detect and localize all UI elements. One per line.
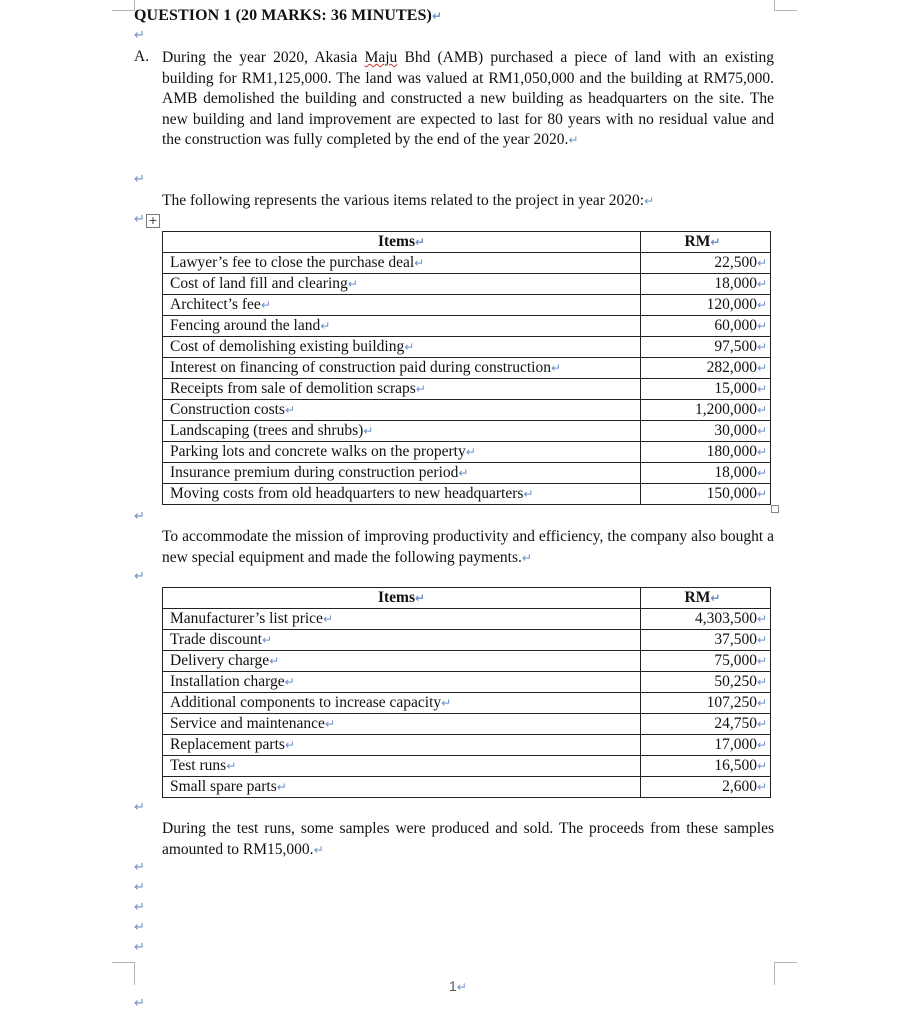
table-row[interactable] — [163, 400, 771, 421]
cell-mark-icon: ↵ — [363, 424, 374, 438]
amount-cell[interactable]: 22,500↵ — [641, 253, 771, 274]
item-cell[interactable]: Trade discount↵ — [163, 630, 641, 651]
item-cell[interactable]: Fencing around the land↵ — [163, 316, 641, 337]
item-cell[interactable]: Parking lots and concrete walks on the property↵ — [163, 442, 641, 463]
item-cell[interactable]: Delivery charge↵ — [163, 651, 641, 672]
table-row[interactable] — [163, 777, 771, 798]
cell-mark-icon: ↵ — [756, 466, 767, 480]
paragraph-mark-icon: ↵ — [134, 900, 145, 915]
cell-mark-icon: ↵ — [756, 654, 767, 668]
cell-mark-icon: ↵ — [404, 340, 415, 354]
item-cell[interactable]: Insurance premium during construction period↵ — [163, 463, 641, 484]
amount-cell[interactable]: 15,000↵ — [641, 379, 771, 400]
amount-cell[interactable]: 60,000↵ — [641, 316, 771, 337]
cell-mark-icon: ↵ — [756, 340, 767, 354]
item-cell[interactable]: Moving costs from old headquarters to new headquarters↵ — [163, 484, 641, 505]
item-cell[interactable]: Additional components to increase capacity↵ — [163, 693, 641, 714]
cell-mark-icon: ↵ — [458, 466, 469, 480]
amount-cell[interactable]: 107,250↵ — [641, 693, 771, 714]
table-row[interactable] — [163, 421, 771, 442]
paragraph-mark-icon: ↵ — [134, 212, 145, 227]
item-cell[interactable]: Small spare parts↵ — [163, 777, 641, 798]
item-cell[interactable]: Cost of demolishing existing building↵ — [163, 337, 641, 358]
cell-mark-icon: ↵ — [415, 382, 426, 396]
crop-mark-top-right — [774, 0, 797, 11]
cell-mark-icon: ↵ — [324, 717, 335, 731]
cell-mark-icon: ↵ — [756, 487, 767, 501]
table-row[interactable] — [163, 672, 771, 693]
cell-mark-icon: ↵ — [756, 256, 767, 270]
amount-cell[interactable]: 282,000↵ — [641, 358, 771, 379]
table-row[interactable] — [163, 316, 771, 337]
cell-mark-icon: ↵ — [414, 256, 425, 270]
column-header-items: Items↵ — [163, 588, 641, 609]
cell-mark-icon: ↵ — [347, 277, 358, 291]
paragraph-mark-icon: ↵ — [134, 996, 145, 1011]
table-row[interactable] — [163, 358, 771, 379]
table-header-row — [163, 588, 771, 609]
cell-mark-icon: ↵ — [284, 738, 295, 752]
table-row[interactable] — [163, 337, 771, 358]
amount-cell[interactable]: 120,000↵ — [641, 295, 771, 316]
project-items-table[interactable] — [162, 231, 771, 505]
crop-mark-bottom-right — [774, 962, 797, 985]
table-row[interactable] — [163, 253, 771, 274]
question-title[interactable]: QUESTION 1 (20 MARKS: 36 MINUTES)↵ — [134, 7, 443, 24]
cell-mark-icon: ↵ — [523, 487, 534, 501]
paragraph-mark-icon: ↵ — [134, 860, 145, 875]
cell-mark-icon: ↵ — [756, 675, 767, 689]
table-row[interactable] — [163, 630, 771, 651]
cell-mark-icon: ↵ — [756, 717, 767, 731]
equipment-payments-table[interactable] — [162, 587, 771, 798]
table-row[interactable] — [163, 442, 771, 463]
table-resize-handle[interactable] — [771, 505, 779, 513]
cell-mark-icon: ↵ — [756, 361, 767, 375]
amount-cell[interactable]: 18,000↵ — [641, 463, 771, 484]
item-cell[interactable]: Test runs↵ — [163, 756, 641, 777]
paragraph-mark-icon: ↵ — [521, 550, 532, 565]
item-cell[interactable]: Construction costs↵ — [163, 400, 641, 421]
item-cell[interactable]: Installation charge↵ — [163, 672, 641, 693]
amount-cell[interactable]: 17,000↵ — [641, 735, 771, 756]
cell-mark-icon: ↵ — [756, 382, 767, 396]
cell-mark-icon: ↵ — [465, 445, 476, 459]
part-a-label: A. — [134, 48, 150, 65]
amount-cell[interactable]: 97,500↵ — [641, 337, 771, 358]
paragraph-mark-icon: ↵ — [134, 880, 145, 895]
table-move-handle-icon[interactable]: + — [146, 214, 160, 228]
paragraph-mark-icon: ↵ — [432, 9, 443, 23]
cell-mark-icon: ↵ — [756, 277, 767, 291]
table-row[interactable] — [163, 274, 771, 295]
amount-cell[interactable]: 24,750↵ — [641, 714, 771, 735]
paragraph-mark-icon: ↵ — [134, 172, 145, 187]
cell-mark-icon: ↵ — [276, 780, 287, 794]
paragraph-mark-icon: ↵ — [134, 569, 145, 584]
table1-intro[interactable]: The following represents the various items related to the project in year 2020:↵ — [162, 192, 655, 209]
item-cell[interactable]: Replacement parts↵ — [163, 735, 641, 756]
cell-mark-icon: ↵ — [284, 403, 296, 417]
table-row[interactable] — [163, 379, 771, 400]
paragraph-mark-icon: ↵ — [134, 920, 145, 935]
cell-mark-icon: ↵ — [756, 696, 767, 710]
amount-cell[interactable]: 4,303,500↵ — [641, 609, 771, 630]
part-a-intro-paragraph[interactable]: During the year 2020, Akasia Maju Bhd (AMB) purchased a piece of land with an existing building for RM1,125,000. The land was valued at RM1,050,000 and the building at RM75,000. AMB demolished the building and constructed a new building as headquarters on the site. The new building and land improvement are expected to last for 80 years with no residual value and the construction was fully completed by the end of the year 2020.↵ — [162, 49, 774, 148]
amount-cell[interactable]: 75,000↵ — [641, 651, 771, 672]
cell-mark-icon: ↵ — [756, 445, 767, 459]
page-number: 1↵ — [449, 978, 467, 994]
paragraph-mark-icon: ↵ — [313, 842, 324, 857]
table-row[interactable] — [163, 735, 771, 756]
amount-cell[interactable]: 18,000↵ — [641, 274, 771, 295]
table-row[interactable] — [163, 714, 771, 735]
column-header-items: Items↵ — [163, 232, 641, 253]
cell-mark-icon: ↵ — [756, 298, 767, 312]
cell-mark-icon: ↵ — [441, 696, 452, 710]
cell-mark-icon: ↵ — [269, 654, 280, 668]
misspelled-word[interactable]: Maju — [364, 49, 398, 66]
table-row[interactable] — [163, 295, 771, 316]
cell-mark-icon: ↵ — [756, 633, 767, 647]
paragraph-mark-icon: ↵ — [134, 940, 145, 955]
amount-cell[interactable]: 50,250↵ — [641, 672, 771, 693]
item-cell[interactable]: Landscaping (trees and shrubs)↵ — [163, 421, 641, 442]
paragraph-mark-icon: ↵ — [134, 28, 145, 43]
amount-cell[interactable]: 37,500↵ — [641, 630, 771, 651]
amount-cell[interactable]: 180,000↵ — [641, 442, 771, 463]
cell-mark-icon: ↵ — [756, 759, 767, 773]
paragraph-mark-icon: ↵ — [456, 980, 467, 994]
item-cell[interactable]: Manufacturer’s list price↵ — [163, 609, 641, 630]
paragraph-mark-icon: ↵ — [568, 133, 579, 147]
cell-mark-icon: ↵ — [226, 759, 237, 773]
item-cell[interactable]: Service and maintenance↵ — [163, 714, 641, 735]
item-cell[interactable]: Cost of land fill and clearing↵ — [163, 274, 641, 295]
cell-mark-icon: ↵ — [320, 319, 331, 333]
amount-cell[interactable]: 2,600↵ — [641, 777, 771, 798]
cell-mark-icon: ↵ — [756, 403, 767, 417]
paragraph-mark-icon: ↵ — [644, 194, 655, 208]
table-row[interactable] — [163, 651, 771, 672]
amount-cell[interactable]: 150,000↵ — [641, 484, 771, 505]
cell-mark-icon: ↵ — [550, 361, 562, 375]
table-row[interactable] — [163, 756, 771, 777]
amount-cell[interactable]: 1,200,000↵ — [641, 400, 771, 421]
cell-mark-icon: ↵ — [322, 612, 333, 626]
cell-mark-icon: ↵ — [260, 298, 271, 312]
table-row[interactable] — [163, 609, 771, 630]
item-cell[interactable]: Interest on financing of construction paid during construction↵ — [163, 358, 641, 379]
crop-mark-top-left — [112, 0, 135, 11]
table-row[interactable] — [163, 693, 771, 714]
crop-mark-bottom-left — [112, 962, 135, 985]
cell-mark-icon: ↵ — [756, 424, 767, 438]
closing-paragraph[interactable]: During the test runs, some samples were produced and sold. The proceeds from these samples amounted to RM15,000.↵ — [162, 820, 774, 858]
item-cell[interactable]: Lawyer’s fee to close the purchase deal↵ — [163, 253, 641, 274]
paragraph-mark-icon: ↵ — [134, 800, 145, 815]
cell-mark-icon: ↵ — [262, 633, 273, 647]
cell-mark-icon: ↵ — [756, 612, 767, 626]
item-cell[interactable]: Architect’s fee↵ — [163, 295, 641, 316]
paragraph-mark-icon: ↵ — [134, 509, 145, 524]
table2-intro[interactable]: To accommodate the mission of improving productivity and efficiency, the company also bought a new special equipment and made the following payments.↵ — [162, 528, 774, 566]
column-header-rm: RM↵ — [641, 588, 771, 609]
column-header-rm: RM↵ — [641, 232, 771, 253]
cell-mark-icon: ↵ — [756, 738, 767, 752]
table-row[interactable] — [163, 484, 771, 505]
table-header-row — [163, 232, 771, 253]
cell-mark-icon: ↵ — [756, 780, 767, 794]
amount-cell[interactable]: 16,500↵ — [641, 756, 771, 777]
item-cell[interactable]: Receipts from sale of demolition scraps↵ — [163, 379, 641, 400]
table-row[interactable] — [163, 463, 771, 484]
amount-cell[interactable]: 30,000↵ — [641, 421, 771, 442]
cell-mark-icon: ↵ — [284, 675, 295, 689]
cell-mark-icon: ↵ — [756, 319, 767, 333]
